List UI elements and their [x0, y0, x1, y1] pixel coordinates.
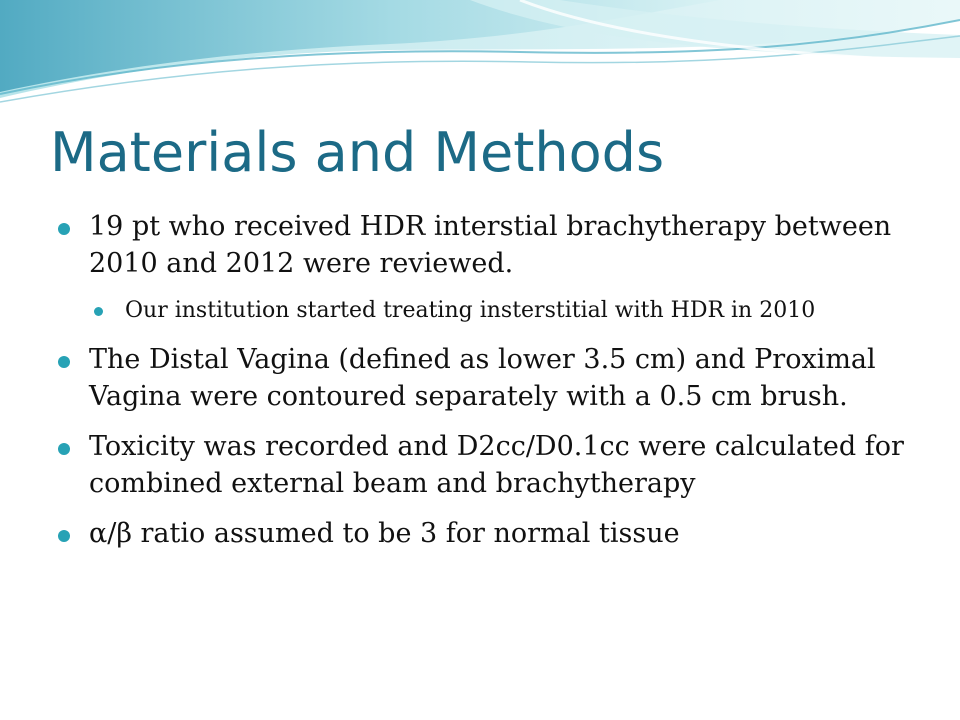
sub-bullet-item-1: [94, 295, 918, 326]
bullet-dot-icon: [58, 530, 70, 542]
bullet-item-4: [58, 515, 918, 552]
bullet-text: The Distal Vagina (defined as lower 3.5 cm) and Proximal Vagina were contoured separately with a 0.5 cm brush.: [89, 344, 876, 412]
slide-title: Materials and Methods: [50, 121, 665, 184]
bullet-list: [58, 208, 918, 565]
header-wave-decoration: [0, 0, 960, 110]
sub-bullet-text: Our institution started treating insterstitial with HDR in 2010: [125, 298, 816, 323]
bullet-item-3: [58, 428, 918, 502]
bullet-text: Toxicity was recorded and D2cc/D0.1cc were calculated for combined external beam and brachytherapy: [89, 431, 904, 499]
bullet-item-2: [58, 341, 918, 415]
bullet-dot-icon: [58, 443, 70, 455]
bullet-item-1: [58, 208, 918, 282]
bullet-text: 19 pt who received HDR interstial brachytherapy between 2010 and 2012 were reviewed.: [89, 211, 892, 279]
sub-bullet-dot-icon: [94, 307, 103, 316]
bullet-text: α/β ratio assumed to be 3 for normal tissue: [89, 518, 680, 549]
bullet-dot-icon: [58, 356, 70, 368]
bullet-dot-icon: [58, 223, 70, 235]
